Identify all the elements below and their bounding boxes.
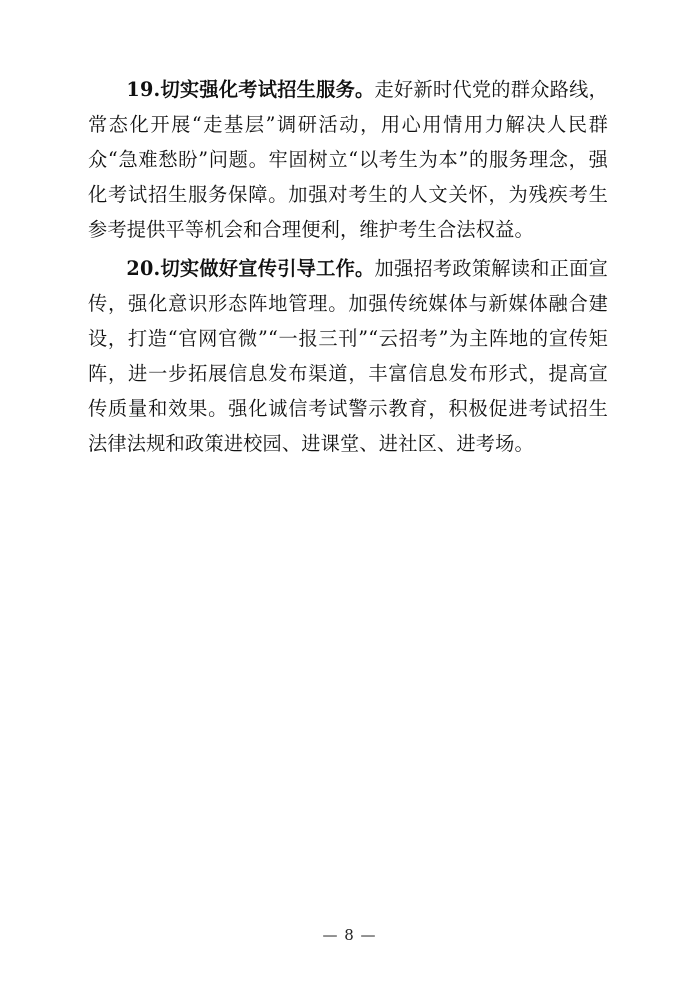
paragraph-20: [88, 251, 608, 461]
paragraph-20-heading: 20.切实做好宣传引导工作。: [126, 257, 375, 280]
page-body: [88, 72, 608, 465]
paragraph-19-heading: 19.切实强化考试招生服务。: [126, 78, 375, 101]
paragraph-19: [88, 72, 608, 247]
paragraph-19-text: 走好新时代党的群众路线，常态化开展“走基层”调研活动，用心用情用力解决人民群众“急难愁盼”问题。牢固树立“以考生为本”的服务理念，强化考试招生服务保障。加强对考生的人文关怀，为残疾考生参考提供平等机会和合理便利，维护考生合法权益。: [88, 78, 608, 241]
paragraph-20-text: 加强招考政策解读和正面宣传，强化意识形态阵地管理。加强传统媒体与新媒体融合建设，打造“官网官微”“一报三刊”“云招考”为主阵地的宣传矩阵，进一步拓展信息发布渠道，丰富信息发布形式，提高宣传质量和效果。强化诚信考试警示教育，积极促进考试招生法律法规和政策进校园、进课堂、进社区、进考场。: [88, 257, 608, 455]
page-footer: [0, 925, 699, 944]
page-number: — 8 —: [322, 926, 377, 944]
